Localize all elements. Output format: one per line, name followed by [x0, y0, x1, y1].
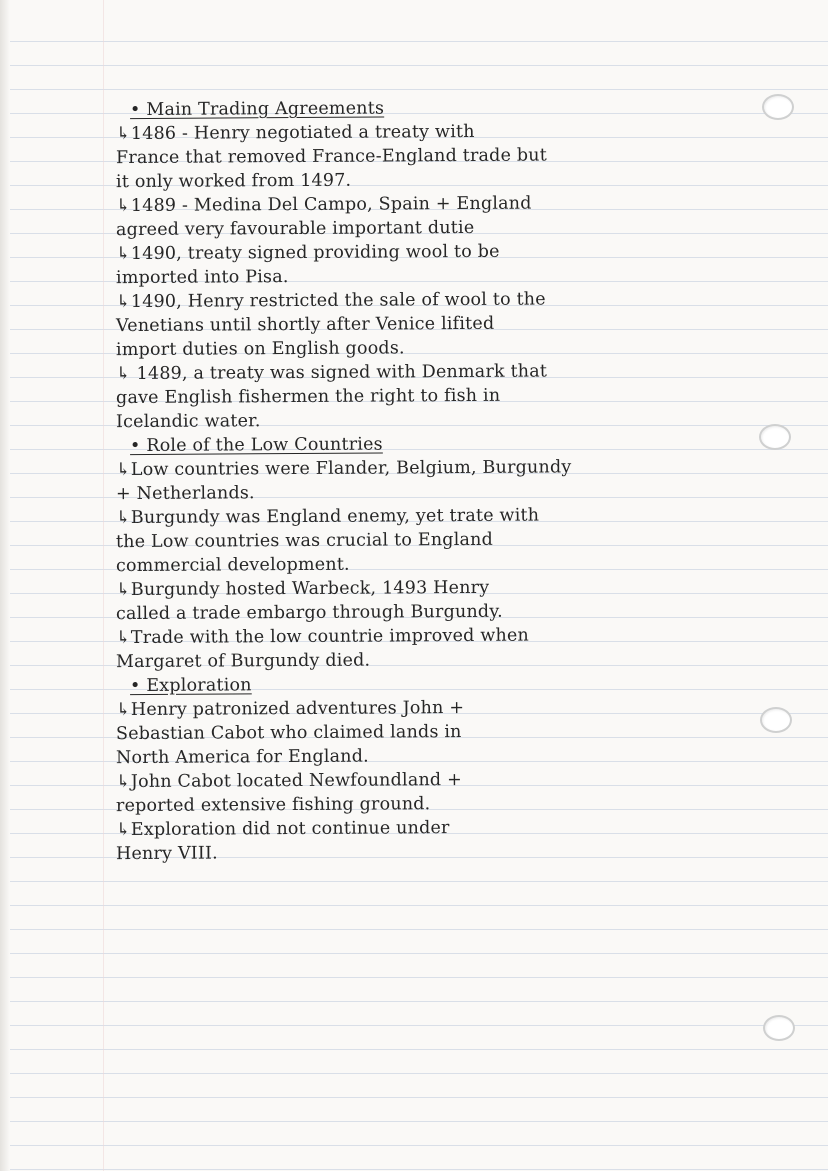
note-line: import duties on English goods.	[115, 338, 405, 361]
note-line: Venetians until shortly after Venice lifited	[115, 313, 495, 337]
note-line: it only worked from 1497.	[115, 170, 352, 193]
section-heading-trading-agreements: • Main Trading Agreements	[129, 98, 385, 121]
note-line: ↳Burgundy was England enemy, yet trate with	[115, 505, 540, 529]
note-line: Icelandic water.	[115, 411, 261, 433]
note-line: ↳Trade with the low countrie improved when	[115, 625, 530, 649]
note-line: ↳Exploration did not continue under	[115, 818, 450, 841]
note-line: France that removed France-England trade but	[115, 145, 548, 169]
note-line: reported extensive fishing ground.	[115, 794, 431, 817]
note-line: imported into Pisa.	[115, 267, 289, 289]
note-line: ↳1489 - Medina Del Campo, Spain + England	[115, 193, 532, 217]
note-line: commercial development.	[115, 554, 350, 577]
note-line: ↳1486 - Henry negotiated a treaty with	[115, 121, 475, 145]
note-line: Margaret of Burgundy died.	[115, 650, 371, 673]
binder-hole	[763, 1015, 795, 1041]
note-line: ↳1490, Henry restricted the sale of wool to the	[115, 289, 546, 313]
note-line: ↳Low countries were Flander, Belgium, Burgundy	[115, 457, 572, 481]
note-line: agreed very favourable important dutie	[115, 217, 475, 241]
section-heading-exploration: • Exploration	[129, 675, 252, 697]
section-heading-low-countries: • Role of the Low Countries	[129, 434, 383, 457]
note-line: ↳1490, treaty signed providing wool to be	[115, 241, 500, 265]
note-line: the Low countries was crucial to England	[115, 529, 494, 553]
note-line: ↳John Cabot located Newfoundland +	[115, 769, 462, 793]
note-line: North America for England.	[115, 746, 369, 769]
note-line: + Netherlands.	[115, 483, 255, 505]
note-line: ↳Henry patronized adventures John +	[115, 697, 465, 721]
note-line: Sebastian Cabot who claimed lands in	[115, 721, 462, 745]
note-line: Henry VIII.	[115, 843, 218, 865]
note-line: gave English fishermen the right to fish in	[115, 385, 501, 409]
note-line: called a trade embargo through Burgundy.	[115, 601, 503, 625]
page-edge-shadow	[0, 0, 10, 1171]
note-line: ↳ 1489, a treaty was signed with Denmark that	[115, 361, 548, 385]
handwritten-notes	[116, 96, 806, 864]
note-line: ↳Burgundy hosted Warbeck, 1493 Henry	[115, 577, 490, 601]
margin-line	[103, 0, 104, 1171]
